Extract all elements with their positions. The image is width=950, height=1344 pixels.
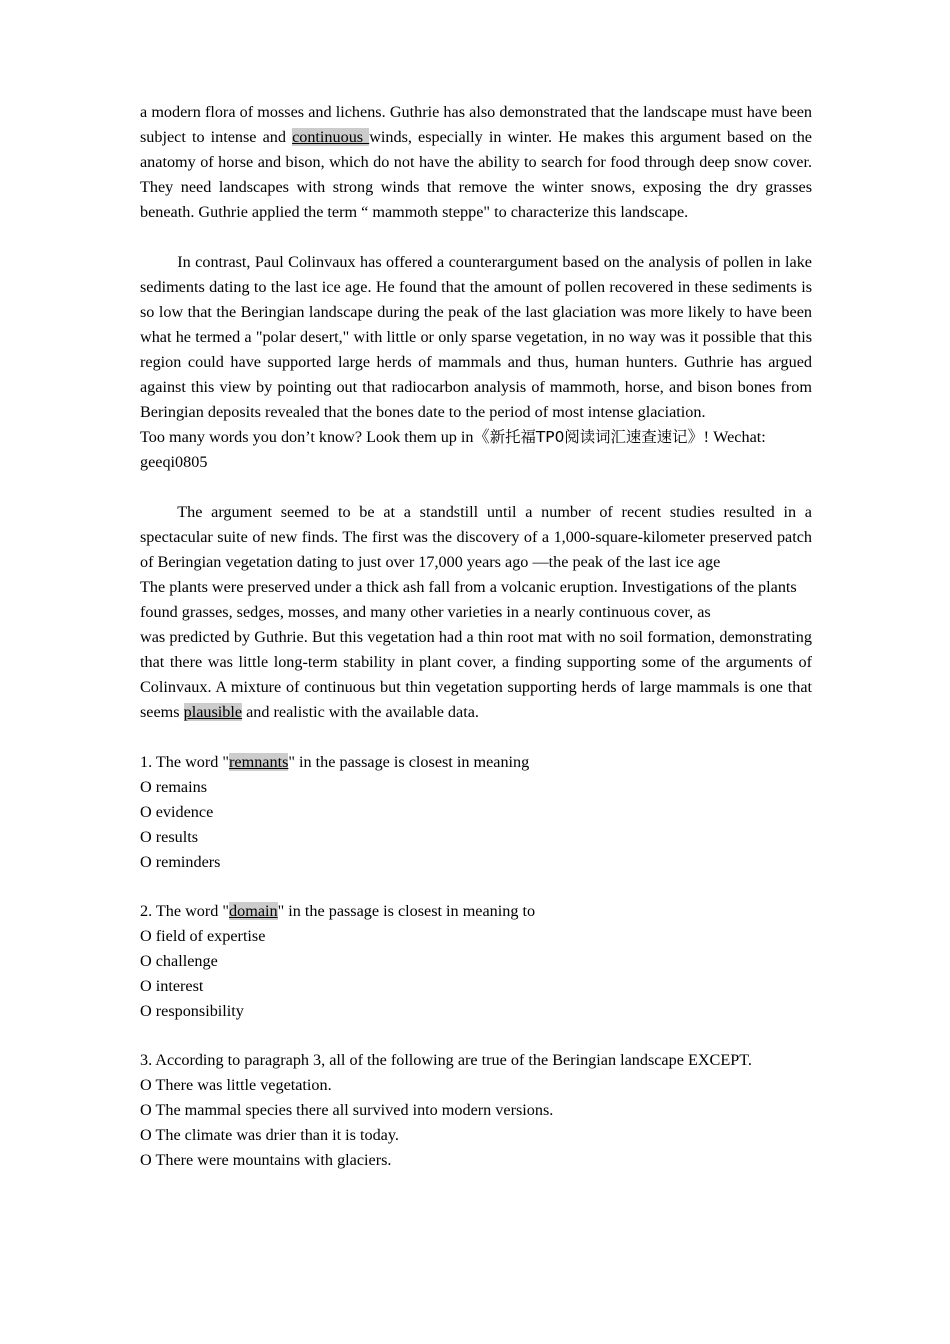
option-bullet-icon: O <box>140 1101 152 1119</box>
option-bullet-icon: O <box>140 927 152 945</box>
paragraph-1-text-before-highlight: a modern flora of mosses and lichens. Guthrie has also demonstrated that the landscape must have been subject to intense and <box>140 103 812 146</box>
paragraph-spacer <box>140 725 812 750</box>
option-bullet-icon: O <box>140 828 152 846</box>
paragraph-3-text-after-highlight: and realistic with the available data. <box>242 703 479 721</box>
question-1-number: 1. <box>140 753 153 771</box>
option-label: challenge <box>155 952 218 970</box>
question-1-stem-before: The word " <box>155 753 230 771</box>
question-2-option-3[interactable] <box>140 974 812 999</box>
promo-line <box>140 425 812 475</box>
question-1-option-4[interactable] <box>140 850 812 875</box>
highlighted-word-continuous[interactable]: continuous <box>292 128 370 146</box>
option-label: There were mountains with glaciers. <box>155 1151 392 1169</box>
highlighted-word-plausible[interactable]: plausible <box>183 703 243 721</box>
option-bullet-icon: O <box>140 977 152 995</box>
question-spacer <box>140 875 812 899</box>
passage-paragraph-3-block-c <box>140 625 812 725</box>
option-bullet-icon: O <box>140 1076 152 1094</box>
question-3-stem <box>140 1048 812 1073</box>
question-2-number: 2. <box>140 902 153 920</box>
document-body <box>140 100 812 1173</box>
question-3-option-4[interactable] <box>140 1148 812 1173</box>
question-3-option-1[interactable] <box>140 1073 812 1098</box>
promo-text-before: Too many words you don’t know? Look them up in《 <box>140 428 490 446</box>
option-label: evidence <box>155 803 214 821</box>
question-2-stem-after: " in the passage is closest in meaning to <box>277 902 536 920</box>
option-label: results <box>155 828 199 846</box>
passage-paragraph-3-block-a: The argument seemed to be at a standstill until a number of recent studies resulted in a spectacular suite of new finds. The first was the discovery of a 1,000-square-kilometer preserved patch of Beringian vegetation dating to just over 17,000 years ago —the peak of the last ice age <box>140 503 812 571</box>
question-1-stem <box>140 750 812 775</box>
passage-paragraph-1 <box>140 100 812 225</box>
question-2-option-1[interactable] <box>140 924 812 949</box>
promo-text-after: 》! Wechat: geeqi0805 <box>140 428 766 471</box>
option-label: responsibility <box>155 1002 244 1020</box>
option-label: interest <box>155 977 204 995</box>
paragraph-3-text-before-highlight: was predicted by Guthrie. But this vegetation had a thin root mat with no soil formation, demonstrating that there was little long-term stability in plant cover, a finding supporting some of the arguments of Colinvaux. A mixture of continuous but thin vegetation supporting herds of large mammals is one that seems <box>140 628 812 721</box>
option-bullet-icon: O <box>140 952 152 970</box>
question-3-option-2[interactable] <box>140 1098 812 1123</box>
question-2-stem-before: The word " <box>155 902 230 920</box>
paragraph-1-text-after-highlight: winds, especially in winter. He makes this argument based on the anatomy of horse and bison, which do not have the ability to search for food through deep snow cover. They need landscapes with strong winds that remove the winter snows, exposing the dry grasses beneath. Guthrie applied the term “ mammoth steppe" to characterize this landscape. <box>140 128 812 221</box>
question-spacer <box>140 1024 812 1048</box>
question-1-option-1[interactable] <box>140 775 812 800</box>
passage-paragraph-3-block-b: The plants were preserved under a thick ash fall from a volcanic eruption. Investigations of the plants found grasses, sedges, mosses, and many other varieties in a nearly continuous cover, as <box>140 578 797 621</box>
option-label: field of expertise <box>155 927 266 945</box>
option-bullet-icon: O <box>140 1126 152 1144</box>
option-bullet-icon: O <box>140 853 152 871</box>
question-3-stem-before: According to paragraph 3, all of the following are true of the Beringian landscape EXCEPT. <box>155 1051 752 1069</box>
question-2-option-4[interactable] <box>140 999 812 1024</box>
passage-paragraph-2: In contrast, Paul Colinvaux has offered a counterargument based on the analysis of pollen in lake sediments dating to the last ice age. He found that the amount of pollen recovered in these sediments is so low that the Beringian landscape during the peak of the last glaciation was more likely to have been what he termed a "polar desert," with little or only sparse vegetation, in no way was it possible that this region could have supported large herds of mammals and thus, human hunters. Guthrie has argued against this view by pointing out that radiocarbon analysis of mammoth, horse, and bison bones from Beringian deposits revealed that the bones date to the period of most intense glaciation. <box>140 253 812 421</box>
question-3-option-3[interactable] <box>140 1123 812 1148</box>
option-bullet-icon: O <box>140 778 152 796</box>
option-bullet-icon: O <box>140 1002 152 1020</box>
option-label: reminders <box>155 853 221 871</box>
question-2-option-2[interactable] <box>140 949 812 974</box>
option-label: remains <box>155 778 207 796</box>
option-label: The mammal species there all survived into modern versions. <box>155 1101 554 1119</box>
option-label: There was little vegetation. <box>155 1076 332 1094</box>
highlighted-word-domain[interactable]: domain <box>229 902 278 920</box>
highlighted-word-remnants[interactable]: remnants <box>229 753 289 771</box>
question-2-stem <box>140 899 812 924</box>
promo-text-cjk: 新托福TP0阅读词汇速查速记 <box>489 428 688 446</box>
paragraph-spacer <box>140 475 812 500</box>
question-1-stem-after: " in the passage is closest in meaning <box>288 753 530 771</box>
option-label: The climate was drier than it is today. <box>155 1126 399 1144</box>
question-3-number: 3. <box>140 1051 153 1069</box>
paragraph-spacer <box>140 225 812 250</box>
question-1-option-3[interactable] <box>140 825 812 850</box>
option-bullet-icon: O <box>140 1151 152 1169</box>
question-1-option-2[interactable] <box>140 800 812 825</box>
option-bullet-icon: O <box>140 803 152 821</box>
